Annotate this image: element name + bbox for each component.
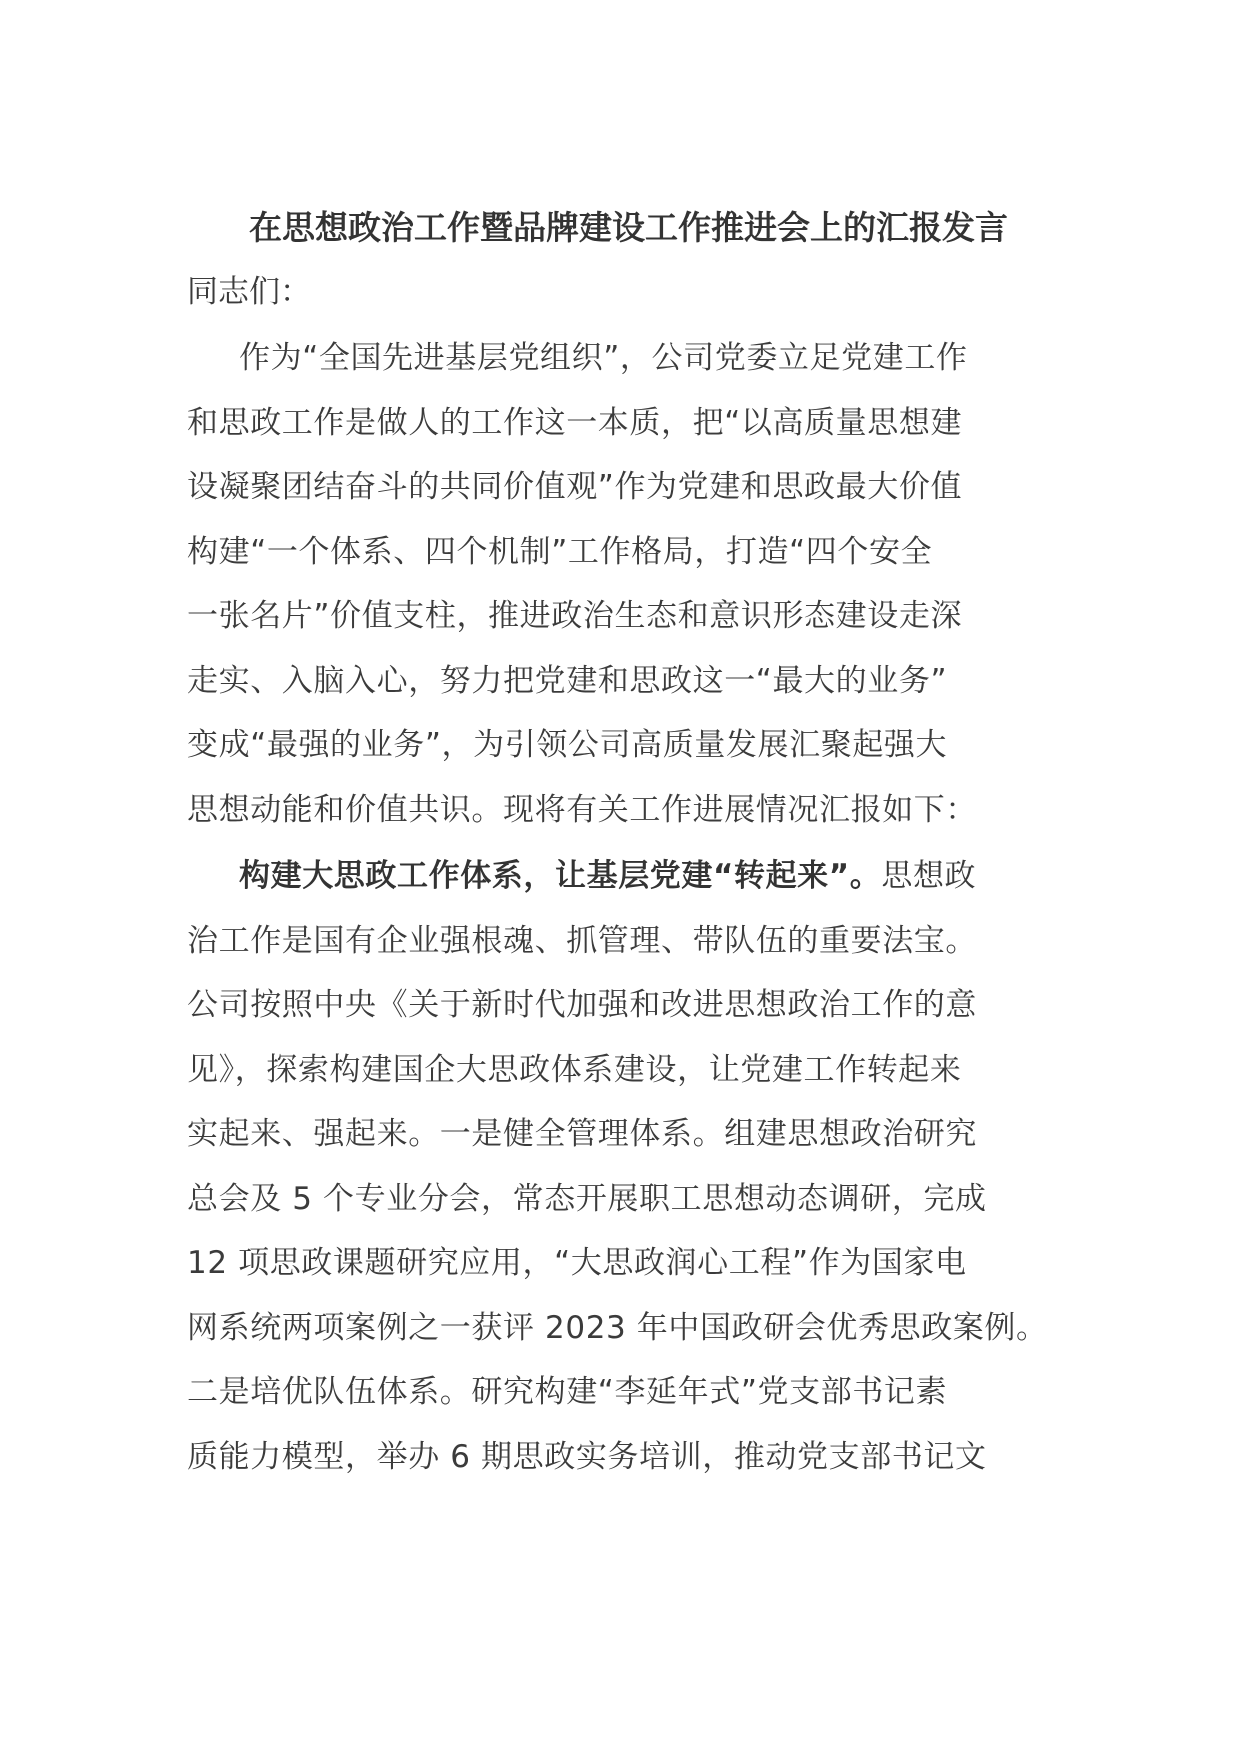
text-line: 治工作是国有企业强根魂、抓管理、带队伍的重要法宝。 — [187, 922, 977, 959]
text-line: 质能力模型，举办 6 期思政实务培训，推动党支部书记文 — [187, 1438, 987, 1475]
section-heading: 构建大思政工作体系，让基层党建“转起来”。 — [239, 858, 882, 894]
text-line: 一张名片”价值支柱，推进政治生态和意识形态建设走深 — [187, 598, 963, 634]
text-line: 变成“最强的业务”，为引领公司高质量发展汇聚起强大 — [187, 727, 948, 763]
document-title: 在思想政治工作暨品牌建设工作推进会上的汇报发言 — [249, 208, 1008, 247]
text-line: 网系统两项案例之一获评 2023 年中国政研会优秀思政案例。 — [187, 1309, 1048, 1346]
text-line: 公司按照中央《关于新时代加强和改进思想政治工作的意 — [187, 987, 977, 1023]
text-line: 走实、入脑入心，努力把党建和思政这一“最大的业务” — [187, 662, 948, 699]
paragraph-intro — [187, 326, 1050, 842]
text-run: 思想政 — [881, 858, 977, 894]
salutation: 同志们： — [187, 274, 311, 310]
text-line: 12 项思政课题研究应用，“大思政润心工程”作为国家电 — [187, 1245, 967, 1281]
text-line: 思想动能和价值共识。现将有关工作进展情况汇报如下： — [187, 791, 977, 828]
paragraph-section-1 — [187, 844, 1050, 1489]
text-line — [187, 844, 1050, 909]
text-line: 实起来、强起来。一是健全管理体系。组建思想政治研究 — [187, 1116, 977, 1152]
document-page — [187, 196, 1050, 1489]
text-line: 和思政工作是做人的工作这一本质，把“以高质量思想建 — [187, 404, 963, 441]
text-line: 构建“一个体系、四个机制”工作格局，打造“四个安全 — [187, 533, 933, 570]
text-line: 见》，探索构建国企大思政体系建设，让党建工作转起来 — [187, 1051, 962, 1088]
text-line: 总会及 5 个专业分会，常态开展职工思想动态调研，完成 — [187, 1180, 987, 1217]
text-line: 二是培优队伍体系。研究构建“李延年式”党支部书记素 — [187, 1374, 948, 1410]
text-line: 作为“全国先进基层党组织”，公司党委立足党建工作 — [239, 340, 968, 376]
text-line: 设凝聚团结奋斗的共同价值观”作为党建和思政最大价值 — [187, 469, 963, 505]
